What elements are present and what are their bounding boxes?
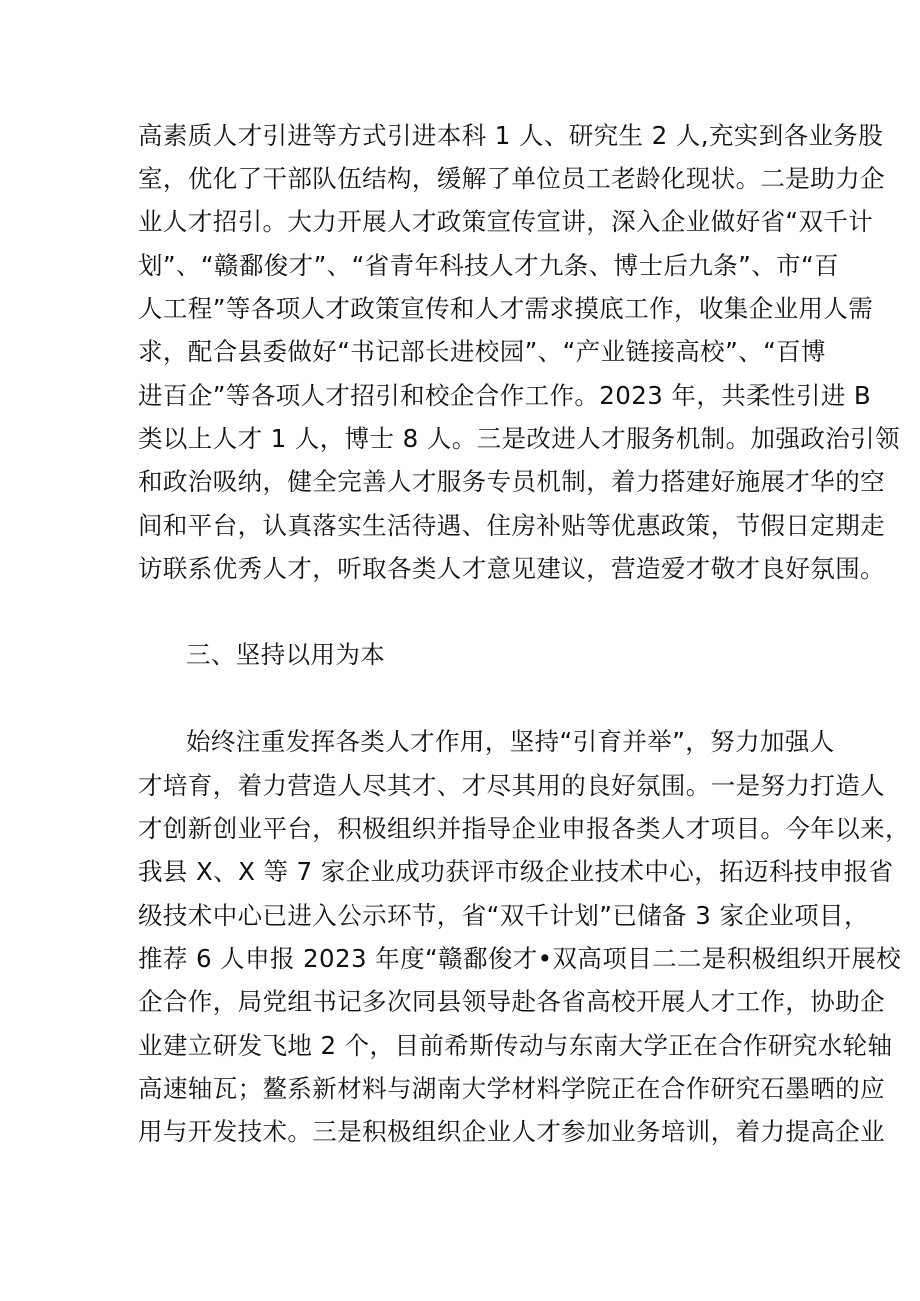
- paragraph-1-line-9: 和政治吸纳，健全完善人才服务专员机制，着力搭建好施展才华的空: [138, 467, 885, 496]
- paragraph-1-line-4: 划”、“赣鄱俊才”、“省青年科技人才九条、博士后九条”、市“百: [138, 251, 840, 280]
- paragraph-2-line-4: 我县 X、X 等 7 家企业成功获评市级企业技术中心，拓迈科技申报省: [138, 857, 894, 886]
- paragraph-2-line-10: 用与开发技术。三是积极组织企业人才参加业务培训，着力提高企业: [138, 1117, 885, 1146]
- paragraph-2-line-1: 始终注重发挥各类人才作用，坚持“引育并举”，努力加强人: [186, 727, 835, 756]
- paragraph-2-line-9: 高速轴瓦；鳌系新材料与湖南大学材料学院正在合作研究石墨晒的应: [138, 1074, 885, 1103]
- paragraph-1-line-1: 高素质人才引进等方式引进本科 1 人、研究生 2 人,充实到各业务股: [138, 121, 884, 150]
- paragraph-2-line-6: 推荐 6 人申报 2023 年度“赣鄱俊才•双高项目二二是积极组织开展校: [138, 944, 902, 973]
- paragraph-2-line-5: 级技术中心已进入公示环节，省“双千计划”已储备 3 家企业项目，: [138, 901, 869, 930]
- paragraph-1-line-5: 人工程”等各项人才政策宣传和人才需求摸底工作，收集企业用人需: [138, 294, 874, 323]
- paragraph-1-line-8: 类以上人才 1 人，博士 8 人。三是改进人才服务机制。加强政治引领: [138, 424, 900, 453]
- paragraph-1-line-6: 求，配合县委做好“书记部长进校园”、“产业链接高校”、“百博: [138, 337, 826, 366]
- paragraph-1-line-11: 访联系优秀人才，听取各类人才意见建议，营造爱才敬才良好氛围。: [138, 554, 885, 583]
- paragraph-2-line-3: 才创新创业平台，积极组织并指导企业申报各类人才项目。今年以来，: [138, 814, 910, 843]
- section-heading: 三、坚持以用为本: [186, 640, 386, 669]
- paragraph-1-line-3: 业人才招引。大力开展人才政策宣传宣讲，深入企业做好省“双千计: [138, 207, 874, 236]
- paragraph-2-line-2: 才培育，着力营造人尽其才、才尽其用的良好氛围。一是努力打造人: [138, 771, 885, 800]
- paragraph-2-line-7: 企合作，局党组书记多次同县领导赴各省高校开展人才工作，协助企: [138, 987, 885, 1016]
- paragraph-1-line-7: 进百企”等各项人才招引和校企合作工作。2023 年，共柔性引进 B: [138, 381, 872, 410]
- paragraph-1-line-2: 室，优化了干部队伍结构，缓解了单位员工老龄化现状。二是助力企: [138, 164, 885, 193]
- paragraph-1-line-10: 间和平台，认真落实生活待遇、住房补贴等优惠政策，节假日定期走: [138, 511, 885, 540]
- paragraph-2-line-8: 业建立研发飞地 2 个，目前希斯传动与东南大学正在合作研究水轮轴: [138, 1031, 893, 1060]
